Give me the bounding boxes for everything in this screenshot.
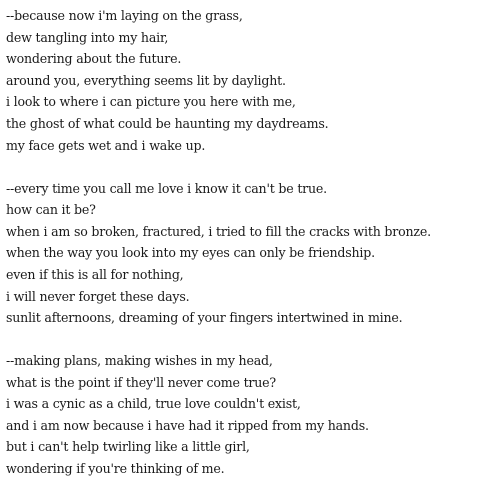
poem-line: even if this is all for nothing, (6, 266, 184, 282)
poem-text (6, 5, 496, 501)
poem-line: wondering about the future. (6, 51, 182, 67)
stanza-3 (6, 350, 496, 480)
poem-line: the ghost of what could be haunting my daydreams. (6, 115, 329, 131)
poem-line: but i can't help twirling like a little girl, (6, 439, 250, 455)
poem-line: how can it be? (6, 202, 96, 218)
stanza-1 (6, 5, 496, 156)
poem-line: when i am so broken, fractured, i tried to fill the cracks with bronze. (6, 223, 431, 239)
poem-line: what is the point if they'll never come true? (6, 374, 276, 390)
poem-line: i was a cynic as a child, true love couldn't exist, (6, 396, 301, 412)
poem-line: wondering if you're thinking of me. (6, 461, 225, 477)
poem-line: sunlit afternoons, dreaming of your fingers intertwined in mine. (6, 310, 403, 326)
poem-line: i look to where i can picture you here with me, (6, 94, 296, 110)
poem-line: dew tangling into my hair, (6, 29, 169, 45)
poem-line: when the way you look into my eyes can only be friendship. (6, 245, 375, 261)
poem-line: my face gets wet and i wake up. (6, 137, 206, 153)
poem-line: --every time you call me love i know it can't be true. (6, 180, 327, 196)
poem-line: around you, everything seems lit by daylight. (6, 72, 286, 88)
poem-line: i will never forget these days. (6, 288, 190, 304)
poem-line: --making plans, making wishes in my head, (6, 353, 273, 369)
stanza-2 (6, 178, 496, 329)
poem-line: and i am now because i have had it ripped from my hands. (6, 417, 369, 433)
poem-line: --because now i'm laying on the grass, (6, 8, 243, 23)
